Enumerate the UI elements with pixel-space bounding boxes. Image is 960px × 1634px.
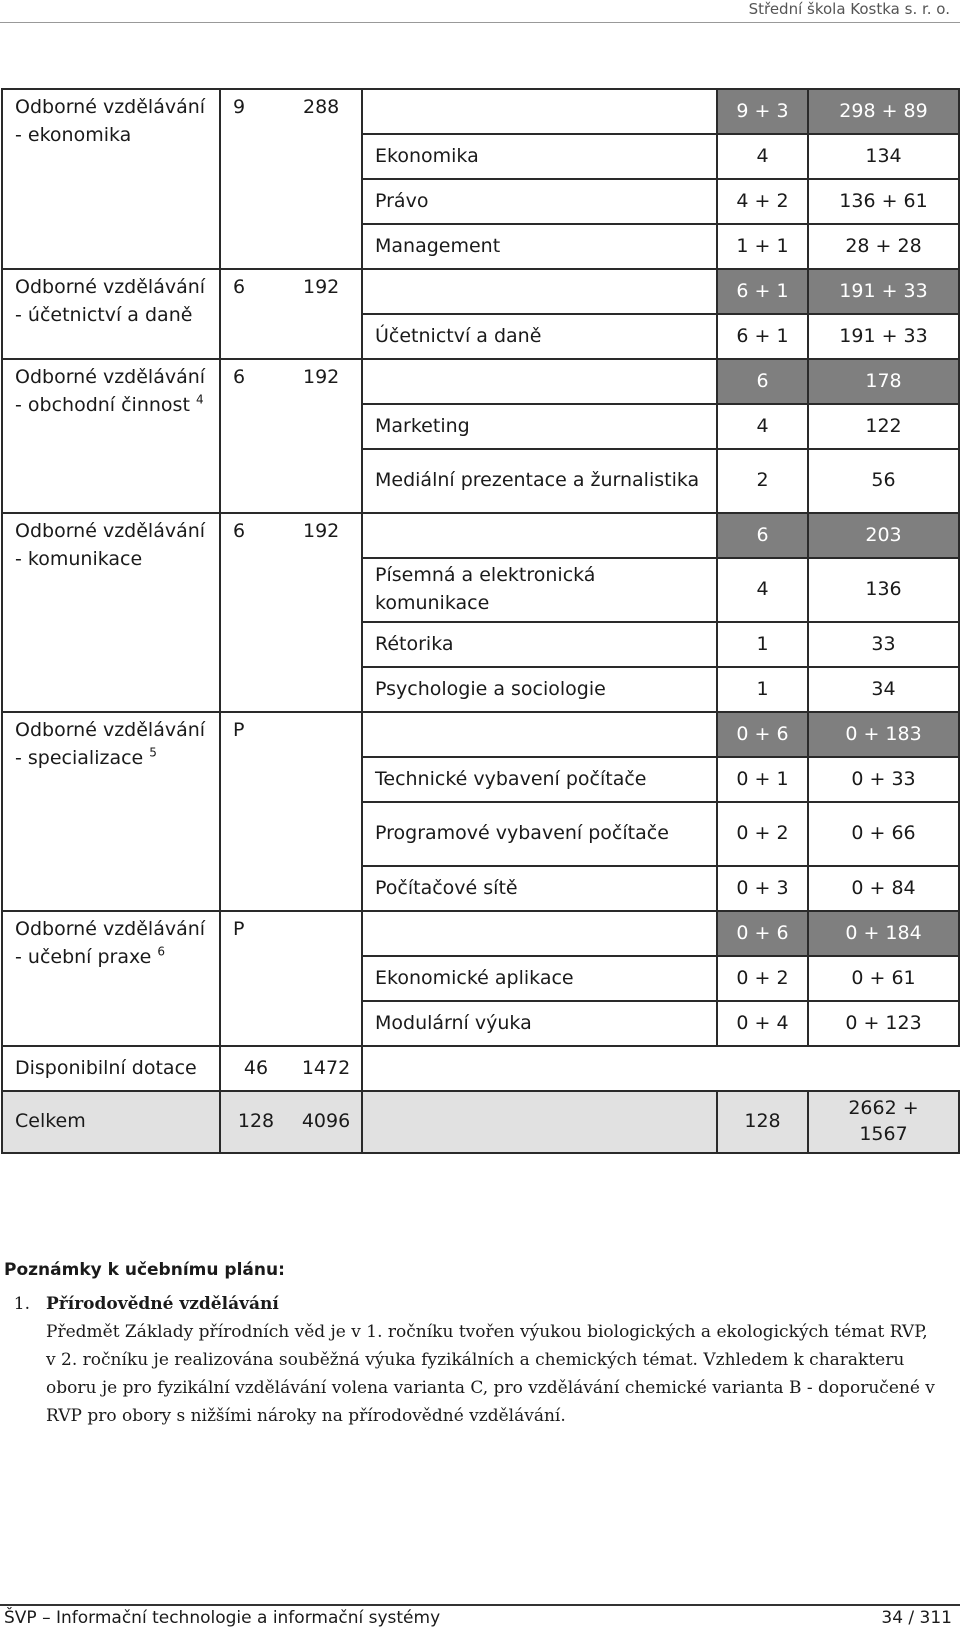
subject-cell: Ekonomické aplikace — [362, 956, 717, 1001]
weekly-cell: 9 — [220, 89, 291, 269]
area-cell — [2, 712, 220, 911]
area-cell: Odborné vzdělávání - účetnictví a daně — [2, 269, 220, 359]
hours-cell: 191 + 33 — [808, 314, 959, 359]
total-weekly-cell: 128 — [717, 1091, 808, 1153]
weekly-cell: 0 + 2 — [717, 956, 808, 1001]
page-header: Střední škola Kostka s. r. o. — [748, 0, 950, 18]
table-row — [2, 1046, 959, 1091]
total-hours-cell: 2662 + 1567 — [808, 1091, 959, 1153]
area-label: Odborné vzdělávání - specializace — [15, 719, 206, 769]
weekly-cell: 4 — [717, 558, 808, 622]
note-text: Předmět Základy přírodních věd je v 1. ročníku tvořen výukou biologických a ekologických témat RVP, v 2. ročníku je realizována souběžná výuka fyzikálních a chemických témat. Vzhledem k charakteru oboru je pro fyzikální vzdělávání volena varianta C, pro vzdělávání chemické varianta B - doporučené v RVP pro obory s nižšími nároky na přírodovědné vzdělávání. — [46, 1322, 935, 1426]
table-row — [2, 89, 959, 134]
page-number: 34 / 311 — [881, 1608, 952, 1628]
note-item — [13, 1290, 941, 1430]
hours-cell: 192 — [291, 359, 362, 513]
group-weekly-cell: 6 — [717, 359, 808, 404]
hours-cell: 33 — [808, 622, 959, 667]
weekly-cell: P — [220, 911, 362, 1046]
table-row — [2, 911, 959, 956]
hours-cell: 34 — [808, 667, 959, 712]
table-row — [2, 513, 959, 558]
group-weekly-cell: 9 + 3 — [717, 89, 808, 134]
weekly-cell: 0 + 4 — [717, 1001, 808, 1046]
area-cell: Odborné vzdělávání - ekonomika — [2, 89, 220, 269]
area-label: Odborné vzdělávání - obchodní činnost — [15, 366, 206, 416]
table-row — [2, 712, 959, 757]
group-hours-cell: 298 + 89 — [808, 89, 959, 134]
weekly-cell: 46 — [220, 1046, 291, 1091]
subject-cell: Právo — [362, 179, 717, 224]
footer-rule — [0, 1604, 960, 1606]
weekly-cell: P — [220, 712, 362, 911]
group-weekly-cell: 0 + 6 — [717, 712, 808, 757]
area-cell — [2, 359, 220, 513]
hours-cell: 28 + 28 — [808, 224, 959, 269]
weekly-cell: 6 — [220, 359, 291, 513]
weekly-cell: 4 — [717, 134, 808, 179]
group-hours-cell: 203 — [808, 513, 959, 558]
subject-cell: Programové vybavení počítače — [362, 802, 717, 866]
weekly-cell: 4 — [717, 404, 808, 449]
weekly-cell: 1 — [717, 622, 808, 667]
weekly-cell: 0 + 1 — [717, 757, 808, 802]
group-hours-cell: 0 + 183 — [808, 712, 959, 757]
area-cell: Odborné vzdělávání - komunikace — [2, 513, 220, 712]
hours-cell: 288 — [291, 89, 362, 269]
weekly-cell: 1 + 1 — [717, 224, 808, 269]
hours-cell: 56 — [808, 449, 959, 513]
hours-cell: 192 — [291, 513, 362, 712]
subject-cell: Management — [362, 224, 717, 269]
weekly-cell: 0 + 2 — [717, 802, 808, 866]
weekly-cell: 128 — [220, 1091, 291, 1153]
hours-cell: 192 — [291, 269, 362, 359]
weekly-cell: 0 + 3 — [717, 866, 808, 911]
hours-cell: 0 + 84 — [808, 866, 959, 911]
group-hours-cell: 0 + 184 — [808, 911, 959, 956]
subject-cell: Počítačové sítě — [362, 866, 717, 911]
subject-cell: Mediální prezentace a žurnalistika — [362, 449, 717, 513]
area-label: Odborné vzdělávání - učební praxe — [15, 918, 206, 968]
weekly-cell: 6 + 1 — [717, 314, 808, 359]
subject-cell: Psychologie a sociologie — [362, 667, 717, 712]
group-weekly-cell: 0 + 6 — [717, 911, 808, 956]
hours-cell: 134 — [808, 134, 959, 179]
table-row — [2, 269, 959, 314]
footnote-ref: 4 — [195, 392, 204, 407]
curriculum-table — [1, 88, 960, 1154]
subject-cell: Účetnictví a daně — [362, 314, 717, 359]
hours-cell: 0 + 66 — [808, 802, 959, 866]
group-weekly-cell: 6 — [717, 513, 808, 558]
hours-cell: 122 — [808, 404, 959, 449]
total-row — [2, 1091, 959, 1153]
table-row — [2, 359, 959, 404]
subject-cell: Ekonomika — [362, 134, 717, 179]
hours-cell: 136 + 61 — [808, 179, 959, 224]
weekly-cell: 6 — [220, 513, 291, 712]
weekly-cell: 4 + 2 — [717, 179, 808, 224]
group-hours-cell: 191 + 33 — [808, 269, 959, 314]
weekly-cell: 1 — [717, 667, 808, 712]
footnote-ref: 5 — [149, 745, 157, 760]
hours-cell: 0 + 123 — [808, 1001, 959, 1046]
hours-cell: 1472 — [291, 1046, 362, 1091]
weekly-cell: 6 — [220, 269, 291, 359]
header-rule — [0, 22, 960, 23]
area-cell: Celkem — [2, 1091, 220, 1153]
group-hours-cell: 178 — [808, 359, 959, 404]
footnote-ref: 6 — [157, 944, 166, 959]
notes-title: Poznámky k učebnímu plánu: — [4, 1260, 285, 1280]
note-number: 1. — [13, 1294, 30, 1314]
weekly-cell: 2 — [717, 449, 808, 513]
subject-cell: Rétorika — [362, 622, 717, 667]
subject-cell: Marketing — [362, 404, 717, 449]
hours-cell: 0 + 61 — [808, 956, 959, 1001]
hours-cell: 0 + 33 — [808, 757, 959, 802]
subject-cell: Modulární výuka — [362, 1001, 717, 1046]
footer-title: ŠVP – Informační technologie a informační systémy — [4, 1608, 441, 1628]
subject-cell: Písemná a elektronická komunikace — [362, 558, 717, 622]
note-heading: Přírodovědné vzdělávání — [46, 1294, 279, 1314]
hours-cell: 4096 — [291, 1091, 362, 1153]
area-cell: Disponibilní dotace — [2, 1046, 220, 1091]
subject-cell: Technické vybavení počítače — [362, 757, 717, 802]
hours-cell: 136 — [808, 558, 959, 622]
group-weekly-cell: 6 + 1 — [717, 269, 808, 314]
area-cell — [2, 911, 220, 1046]
